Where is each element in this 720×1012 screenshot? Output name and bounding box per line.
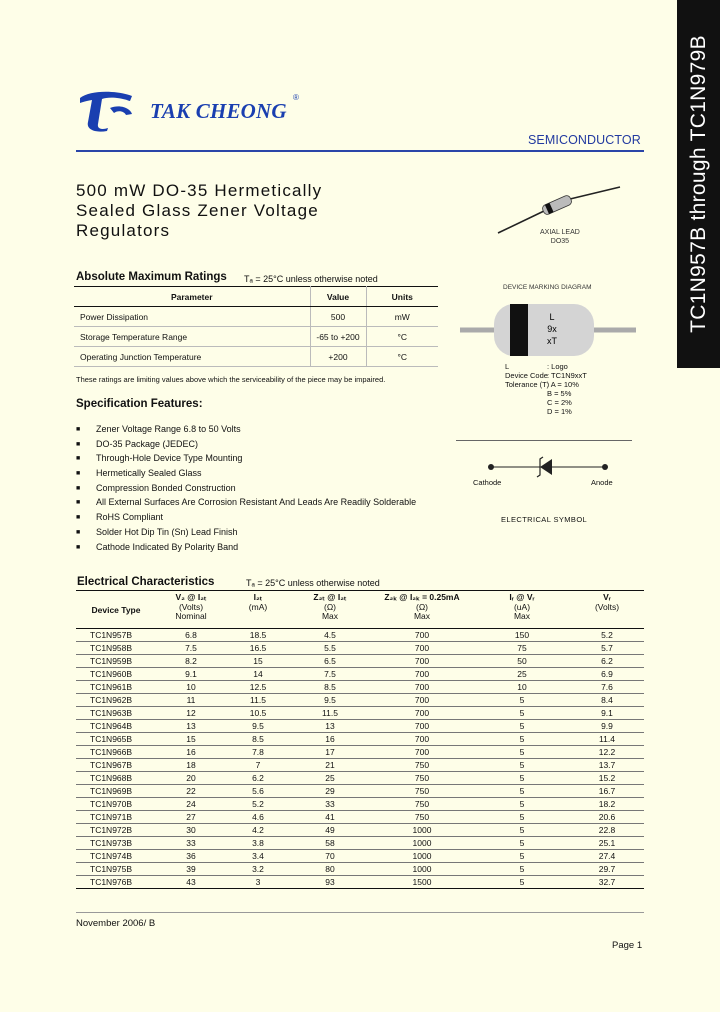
table-cell: 9.5 <box>290 694 370 707</box>
table-cell: 29.7 <box>570 863 644 876</box>
table-cell: 5 <box>474 876 570 889</box>
table-cell: 24 <box>156 798 226 811</box>
table-cell: 6.8 <box>156 629 226 642</box>
col-header-line: Max <box>413 611 431 621</box>
table-cell: mW <box>366 307 438 327</box>
feature-item <box>76 424 416 439</box>
table-cell: Storage Temperature Range <box>74 327 310 347</box>
company-name: TAK CHEONG <box>150 99 287 123</box>
table-cell: 5 <box>474 824 570 837</box>
table-cell: 27 <box>156 811 226 824</box>
table-cell: 11 <box>156 694 226 707</box>
table-cell: TC1N976B <box>76 876 156 889</box>
table-cell: 15 <box>156 733 226 746</box>
table-cell: TC1N970B <box>76 798 156 811</box>
legend-key: Device Code <box>505 371 548 380</box>
table-cell: 700 <box>370 707 474 720</box>
table-row <box>76 694 644 707</box>
zener-symbol-icon <box>480 455 612 479</box>
bullet-icon: ■ <box>76 440 81 448</box>
table-cell: TC1N963B <box>76 707 156 720</box>
table-cell: 700 <box>370 655 474 668</box>
table-row <box>76 824 644 837</box>
legend-value: B = 5% <box>547 389 572 398</box>
table-cell: 150 <box>474 629 570 642</box>
table-cell: 30 <box>156 824 226 837</box>
table-cell: TC1N959B <box>76 655 156 668</box>
table-row <box>76 850 644 863</box>
table-row <box>76 759 644 772</box>
table-cell: 13 <box>156 720 226 733</box>
table-cell: 1000 <box>370 850 474 863</box>
col-header-line: Iᵣ @ Vᵣ <box>509 592 535 602</box>
table-cell: 25 <box>474 668 570 681</box>
table-cell: 500 <box>310 307 366 327</box>
col-header-line: Z₂ₜ @ I₂ₜ <box>313 592 347 602</box>
table-cell: Power Dissipation <box>74 307 310 327</box>
table-cell: 6.2 <box>570 655 644 668</box>
table-cell: 6.2 <box>226 772 290 785</box>
title-line: 500 mW DO-35 Hermetically <box>76 181 323 200</box>
table-row <box>74 307 438 327</box>
table-cell: 16.5 <box>226 642 290 655</box>
table-cell: 4.2 <box>226 824 290 837</box>
table-cell: 5 <box>474 850 570 863</box>
feature-item <box>76 468 416 483</box>
table-cell: 700 <box>370 668 474 681</box>
legend-row <box>505 362 587 371</box>
abs-max-condition: Tₐ = 25°C unless otherwise noted <box>244 274 378 284</box>
symbol-divider <box>456 440 632 441</box>
table-cell: 33 <box>156 837 226 850</box>
table-cell: 5.2 <box>570 629 644 642</box>
table-row <box>74 327 438 347</box>
bullet-icon: ■ <box>76 484 81 492</box>
table-cell: 8.5 <box>290 681 370 694</box>
table-cell: 8.5 <box>226 733 290 746</box>
feature-text: DO-35 Package (JEDEC) <box>96 438 199 449</box>
table-cell: 10 <box>474 681 570 694</box>
table-cell: 3.2 <box>226 863 290 876</box>
table-cell: 18 <box>156 759 226 772</box>
feature-item <box>76 542 416 557</box>
table-cell: 5 <box>474 746 570 759</box>
table-cell: 33 <box>290 798 370 811</box>
table-cell: 25.1 <box>570 837 644 850</box>
col-header-line: I₂ₜ <box>253 592 263 602</box>
table-cell: °C <box>366 347 438 367</box>
table-cell: 20 <box>156 772 226 785</box>
table-cell: 700 <box>370 746 474 759</box>
table-row <box>76 746 644 759</box>
table-cell: 11.5 <box>226 694 290 707</box>
bullet-icon: ■ <box>76 543 81 551</box>
table-cell: 9.1 <box>156 668 226 681</box>
table-cell: 22.8 <box>570 824 644 837</box>
table-cell: 5 <box>474 837 570 850</box>
table-cell: 15 <box>226 655 290 668</box>
table-cell: TC1N967B <box>76 759 156 772</box>
table-cell: 4.6 <box>226 811 290 824</box>
table-cell: 5 <box>474 759 570 772</box>
col-header-line: Nominal <box>175 611 207 621</box>
table-row <box>76 785 644 798</box>
features-list <box>76 424 416 556</box>
table-cell: 750 <box>370 772 474 785</box>
table-cell: 5.5 <box>290 642 370 655</box>
table-cell: 25 <box>290 772 370 785</box>
table-cell: 700 <box>370 681 474 694</box>
title-line: Regulators <box>76 221 171 240</box>
col-header <box>156 591 226 629</box>
col-header: Parameter <box>74 287 310 307</box>
table-cell: 700 <box>370 733 474 746</box>
col-header-line: (Volts) <box>178 601 204 612</box>
table-cell: TC1N957B <box>76 629 156 642</box>
table-cell: 3.8 <box>226 837 290 850</box>
table-cell: TC1N973B <box>76 837 156 850</box>
table-row <box>76 733 644 746</box>
band-line: 9x <box>547 324 557 334</box>
table-cell: 750 <box>370 785 474 798</box>
header-divider <box>76 150 644 152</box>
table-row <box>76 876 644 889</box>
col-header-line: (Ω) <box>415 601 428 612</box>
table-cell: 16.7 <box>570 785 644 798</box>
legend-row <box>505 380 587 389</box>
table-cell: 21 <box>290 759 370 772</box>
table-cell: 9.5 <box>226 720 290 733</box>
legend-row <box>505 398 587 407</box>
feature-item <box>76 527 416 542</box>
table-cell: TC1N968B <box>76 772 156 785</box>
table-cell: 7 <box>226 759 290 772</box>
feature-item <box>76 483 416 498</box>
table-cell: TC1N969B <box>76 785 156 798</box>
feature-item <box>76 497 416 512</box>
table-cell: 93 <box>290 876 370 889</box>
col-header <box>76 591 156 629</box>
abs-max-heading: Absolute Maximum Ratings <box>76 271 227 283</box>
legend-value: C = 2% <box>547 398 572 407</box>
table-cell: +200 <box>310 347 366 367</box>
table-cell: 41 <box>290 811 370 824</box>
electrical-condition: Tₐ = 25°C unless otherwise noted <box>246 578 380 588</box>
electrical-table <box>76 590 644 889</box>
table-cell: 750 <box>370 759 474 772</box>
table-cell: 12 <box>156 707 226 720</box>
legend-key: Tolerance (T) <box>505 380 550 389</box>
bullet-icon: ■ <box>76 528 81 536</box>
table-cell: TC1N966B <box>76 746 156 759</box>
table-row <box>76 681 644 694</box>
table-cell: 43 <box>156 876 226 889</box>
table-cell: 750 <box>370 811 474 824</box>
table-cell: 14 <box>226 668 290 681</box>
table-cell: 5 <box>474 863 570 876</box>
table-cell: TC1N961B <box>76 681 156 694</box>
table-row <box>76 720 644 733</box>
table-cell: 5.7 <box>570 642 644 655</box>
table-cell: 10.5 <box>226 707 290 720</box>
table-cell: 49 <box>290 824 370 837</box>
registered-mark: ® <box>293 93 299 102</box>
table-cell: 7.8 <box>226 746 290 759</box>
col-header-line: (Volts) <box>594 601 620 612</box>
feature-item <box>76 453 416 468</box>
table-cell: 75 <box>474 642 570 655</box>
table-row <box>76 668 644 681</box>
legend-row <box>505 371 587 380</box>
table-cell: TC1N965B <box>76 733 156 746</box>
electrical-symbol-label: ELECTRICAL SYMBOL <box>501 515 588 524</box>
table-cell: 1000 <box>370 863 474 876</box>
col-header-line: Z₂ₖ @ I₂ₖ = 0.25mA <box>384 592 460 602</box>
feature-text: Cathode Indicated By Polarity Band <box>96 541 239 552</box>
table-cell: 18.5 <box>226 629 290 642</box>
legend-key: L <box>505 362 510 371</box>
table-cell: 1000 <box>370 837 474 850</box>
col-header: Units <box>366 287 438 307</box>
footer-divider <box>76 912 644 913</box>
table-cell: 6.9 <box>570 668 644 681</box>
table-cell: 700 <box>370 629 474 642</box>
feature-text: Hermetically Sealed Glass <box>96 468 202 479</box>
table-cell: 5 <box>474 707 570 720</box>
table-cell: 5.2 <box>226 798 290 811</box>
table-cell: 4.5 <box>290 629 370 642</box>
table-cell: 16 <box>156 746 226 759</box>
table-cell: 11.4 <box>570 733 644 746</box>
table-cell: 5 <box>474 785 570 798</box>
table-cell: 8.4 <box>570 694 644 707</box>
col-header-line: (uA) <box>513 601 531 612</box>
legend-value: : Logo <box>547 362 568 371</box>
electrical-heading: Electrical Characteristics <box>77 576 215 588</box>
table-cell: 15.2 <box>570 772 644 785</box>
anode-label: Anode <box>591 478 613 487</box>
table-cell: 50 <box>474 655 570 668</box>
table-cell: 18.2 <box>570 798 644 811</box>
table-cell: 700 <box>370 720 474 733</box>
table-row <box>74 347 438 367</box>
col-header-line: Max <box>513 611 531 621</box>
abs-max-note: These ratings are limiting values above which the serviceability of the piece may be impaired. <box>76 375 386 384</box>
table-cell: 17 <box>290 746 370 759</box>
table-cell: 5.6 <box>226 785 290 798</box>
table-cell: 11.5 <box>290 707 370 720</box>
table-cell: 5 <box>474 733 570 746</box>
bullet-icon: ■ <box>76 499 81 507</box>
col-header <box>226 591 290 629</box>
revision-date: November 2006/ B <box>76 918 156 929</box>
table-cell: 80 <box>290 863 370 876</box>
table-cell: 7.5 <box>290 668 370 681</box>
table-cell: TC1N958B <box>76 642 156 655</box>
legend-value: : A = 10% <box>547 380 579 389</box>
col-header <box>570 591 644 629</box>
table-cell: TC1N974B <box>76 850 156 863</box>
col-header <box>370 591 474 629</box>
table-cell: 13 <box>290 720 370 733</box>
table-cell: 5 <box>474 720 570 733</box>
table-cell: 1500 <box>370 876 474 889</box>
table-cell: 7.6 <box>570 681 644 694</box>
feature-item <box>76 512 416 527</box>
side-tab-label: TC1N957B through TC1N979B <box>686 35 710 333</box>
table-cell: -65 to +200 <box>310 327 366 347</box>
table-cell: 58 <box>290 837 370 850</box>
col-header-line: (mA) <box>248 601 268 612</box>
col-header <box>290 591 370 629</box>
table-row <box>76 811 644 824</box>
table-row <box>76 629 644 642</box>
marking-legend <box>505 362 587 416</box>
table-cell: °C <box>366 327 438 347</box>
table-cell: 700 <box>370 642 474 655</box>
feature-item <box>76 439 416 454</box>
table-cell: 5 <box>474 798 570 811</box>
table-row <box>76 863 644 876</box>
feature-text: Zener Voltage Range 6.8 to 50 Volts <box>96 424 241 434</box>
table-cell: 5 <box>474 772 570 785</box>
table-cell: 27.4 <box>570 850 644 863</box>
page-number: Page 1 <box>612 940 643 951</box>
table-cell: 700 <box>370 694 474 707</box>
feature-text: Solder Hot Dip Tin (Sn) Lead Finish <box>96 526 238 537</box>
legend-value: : TC1N9xxT <box>547 371 587 380</box>
feature-text: Through-Hole Device Type Mounting <box>96 453 243 464</box>
document-title <box>76 181 322 241</box>
table-cell: 36 <box>156 850 226 863</box>
marking-diagram-icon <box>460 300 636 360</box>
table-cell: 1000 <box>370 824 474 837</box>
table-cell: 8.2 <box>156 655 226 668</box>
tak-cheong-logo-icon <box>76 88 136 132</box>
table-cell: Operating Junction Temperature <box>74 347 310 367</box>
marking-diagram-title: DEVICE MARKING DIAGRAM <box>503 284 592 291</box>
side-tab <box>677 0 720 368</box>
table-cell: 7.5 <box>156 642 226 655</box>
table-cell: 3 <box>226 876 290 889</box>
table-cell: 9.9 <box>570 720 644 733</box>
table-cell: TC1N975B <box>76 863 156 876</box>
col-header-line: (Ω) <box>323 601 336 612</box>
legend-row <box>505 389 587 398</box>
col-header <box>474 591 570 629</box>
col-header: Value <box>310 287 366 307</box>
table-cell: 9.1 <box>570 707 644 720</box>
bullet-icon: ■ <box>76 426 81 433</box>
table-cell: TC1N964B <box>76 720 156 733</box>
table-cell: 20.6 <box>570 811 644 824</box>
features-heading: Specification Features: <box>76 398 203 410</box>
table-cell: 22 <box>156 785 226 798</box>
table-cell: 5 <box>474 694 570 707</box>
table-cell: 5 <box>474 811 570 824</box>
table-cell: 13.7 <box>570 759 644 772</box>
legend-row <box>505 407 587 416</box>
col-header-line: Device Type <box>91 604 141 615</box>
table-cell: 16 <box>290 733 370 746</box>
table-cell: TC1N962B <box>76 694 156 707</box>
table-row <box>76 837 644 850</box>
bullet-icon: ■ <box>76 470 81 478</box>
table-row <box>76 798 644 811</box>
table-cell: TC1N971B <box>76 811 156 824</box>
table-cell: 3.4 <box>226 850 290 863</box>
table-row <box>76 772 644 785</box>
abs-max-table <box>74 286 438 367</box>
legend-value: D = 1% <box>547 407 572 416</box>
table-cell: 6.5 <box>290 655 370 668</box>
table-cell: 29 <box>290 785 370 798</box>
table-row <box>76 655 644 668</box>
table-cell: 750 <box>370 798 474 811</box>
feature-text: RoHS Compliant <box>96 512 164 523</box>
package-label: AXIAL LEAD DO35 <box>540 229 580 245</box>
table-cell: 70 <box>290 850 370 863</box>
feature-text: All External Surfaces Are Corrosion Resistant And Leads Are Readily Solderable <box>96 497 417 508</box>
col-header-line: Vᵣ <box>603 592 611 602</box>
table-row <box>76 707 644 720</box>
table-cell: 39 <box>156 863 226 876</box>
table-row <box>76 642 644 655</box>
col-header-line: Max <box>321 611 339 621</box>
feature-text: Compression Bonded Construction <box>96 482 236 493</box>
table-cell: 12.2 <box>570 746 644 759</box>
col-header-line: V₂ @ I₂ₜ <box>175 592 207 602</box>
bullet-icon: ■ <box>76 514 81 522</box>
table-cell: TC1N960B <box>76 668 156 681</box>
cathode-label: Cathode <box>473 478 502 487</box>
table-cell: TC1N972B <box>76 824 156 837</box>
band-line: L <box>549 312 555 322</box>
division-label: SEMICONDUCTOR <box>528 133 641 147</box>
table-cell: 10 <box>156 681 226 694</box>
table-cell: 12.5 <box>226 681 290 694</box>
bullet-icon: ■ <box>76 455 81 463</box>
title-line: Sealed Glass Zener Voltage <box>76 201 319 220</box>
table-cell: 32.7 <box>570 876 644 889</box>
band-line: xT <box>547 336 557 346</box>
